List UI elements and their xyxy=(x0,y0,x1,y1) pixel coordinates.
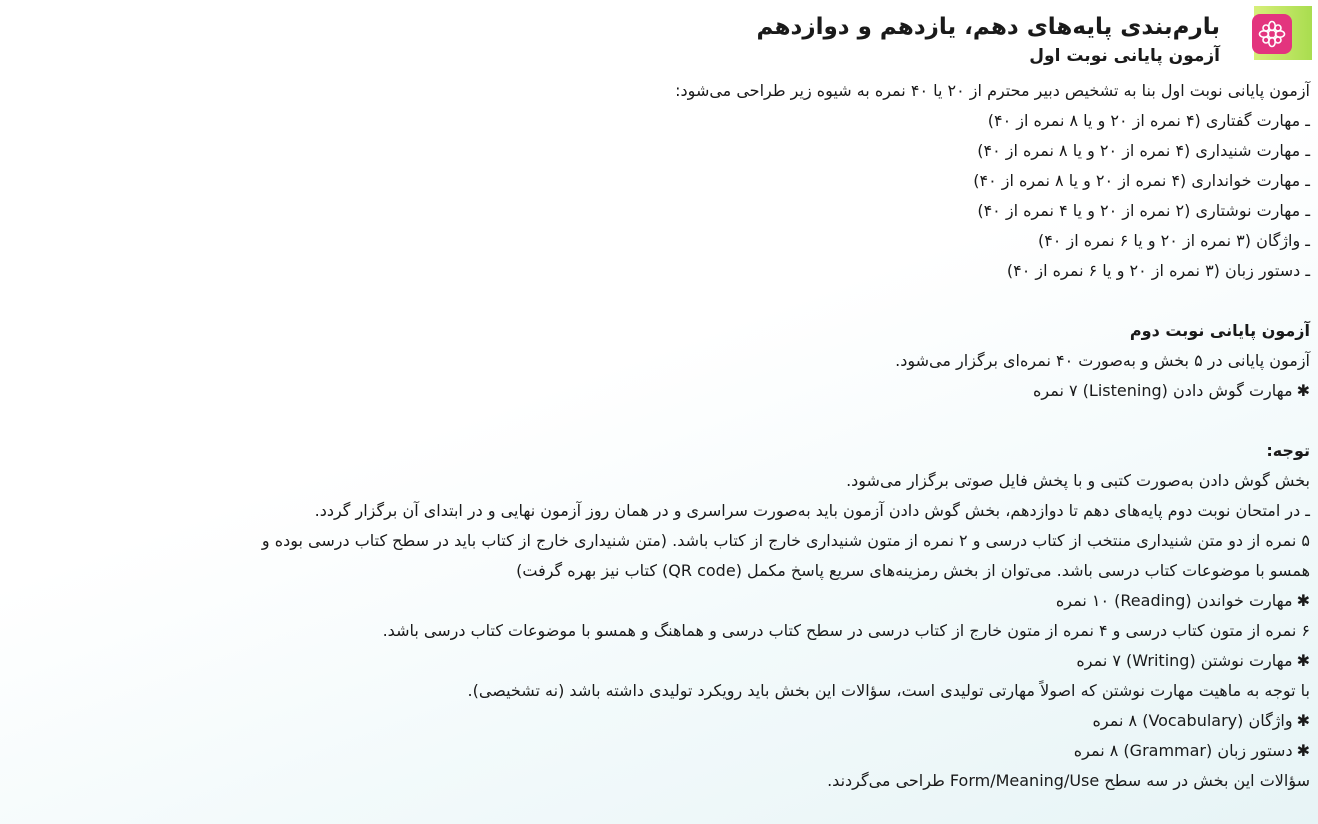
header xyxy=(0,6,1312,66)
section2-heading: آزمون پایانی نوبت دوم xyxy=(1129,321,1310,340)
list-item: ـ مهارت نوشتاری (۲ نمره از ۲۰ و یا ۴ نمره از ۴۰) xyxy=(977,201,1310,220)
grammar-description: سؤالات این بخش در سه سطح Form/Meaning/Use طراحی می‌گردند. xyxy=(827,771,1310,790)
reading-description: ۶ نمره از متون کتاب درسی و ۴ نمره از متون خارج از کتاب درسی در سطح کتاب درسی و هماهنگ و همسو با موضوعات کتاب درسی باشد. xyxy=(382,621,1310,640)
document-body xyxy=(0,76,1310,796)
vocabulary-item: ✱واژگان (Vocabulary) ۸ نمره xyxy=(1092,711,1310,730)
list-item: ـ دستور زبان (۳ نمره از ۲۰ و یا ۶ نمره از ۴۰) xyxy=(1006,261,1310,280)
listening-item: ✱مهارت گوش دادن (Listening) ۷ نمره xyxy=(1033,381,1310,400)
asterisk-icon: ✱ xyxy=(1296,741,1310,760)
note-heading: توجه: xyxy=(1266,441,1310,460)
asterisk-icon: ✱ xyxy=(1296,381,1310,400)
note-line: همسو با موضوعات کتاب درسی باشد. می‌توان از بخش رمزینه‌های سریع پاسخ مکمل (QR code) کتاب نیز بهره گرفت) xyxy=(516,561,1310,580)
list-item: ـ مهارت خوانداری (۴ نمره از ۲۰ و یا ۸ نمره از ۴۰) xyxy=(973,171,1310,190)
asterisk-icon: ✱ xyxy=(1296,711,1310,730)
reading-item: ✱مهارت خواندن (Reading) ۱۰ نمره xyxy=(1055,591,1310,610)
asterisk-icon: ✱ xyxy=(1296,591,1310,610)
section2-intro: آزمون پایانی در ۵ بخش و به‌صورت ۴۰ نمره‌ای برگزار می‌شود. xyxy=(895,351,1310,370)
note-line: ـ در امتحان نوبت دوم پایه‌های دهم تا دوازدهم، بخش گوش دادن آزمون باید به‌صورت سراسری و در همان روز آزمون نهایی و در ابتدای آن برگزار گردد. xyxy=(314,501,1310,520)
note-line: ۵ نمره از دو متن شنیداری منتخب از کتاب درسی و ۲ نمره از متون شنیداری خارج از کتاب باشد. (متن شنیداری خارج از کتاب باید در سطح کتاب درسی بوده و xyxy=(261,531,1310,550)
note-line: بخش گوش دادن به‌صورت کتبی و با پخش فایل صوتی برگزار می‌شود. xyxy=(846,471,1310,490)
writing-item: ✱مهارت نوشتن (Writing) ۷ نمره xyxy=(1076,651,1310,670)
page-title: بارم‌بندی پایه‌های دهم، یازدهم و دوازدهم xyxy=(756,14,1220,40)
section-subtitle: آزمون پایانی نوبت اول xyxy=(1029,46,1220,66)
list-item: ـ مهارت شنیداری (۴ نمره از ۲۰ و یا ۸ نمره از ۴۰) xyxy=(977,141,1310,160)
list-item: ـ واژگان (۳ نمره از ۲۰ و یا ۶ نمره از ۴۰) xyxy=(1037,231,1310,250)
writing-description: با توجه به ماهیت مهارت نوشتن که اصولاً مهارتی تولیدی است، سؤالات این بخش باید رویکرد تولیدی داشته باشد (نه تشخیصی). xyxy=(467,681,1310,700)
grammar-item: ✱دستور زبان (Grammar) ۸ نمره xyxy=(1073,741,1310,760)
list-item: ـ مهارت گفتاری (۴ نمره از ۲۰ و یا ۸ نمره از ۴۰) xyxy=(987,111,1310,130)
asterisk-icon: ✱ xyxy=(1296,651,1310,670)
flower-logo-icon xyxy=(1252,14,1292,54)
section1-intro: آزمون پایانی نوبت اول بنا به تشخیص دبیر محترم از ۲۰ یا ۴۰ نمره به شیوه زیر طراحی می‌شود: xyxy=(675,81,1310,100)
logo xyxy=(1254,6,1312,60)
